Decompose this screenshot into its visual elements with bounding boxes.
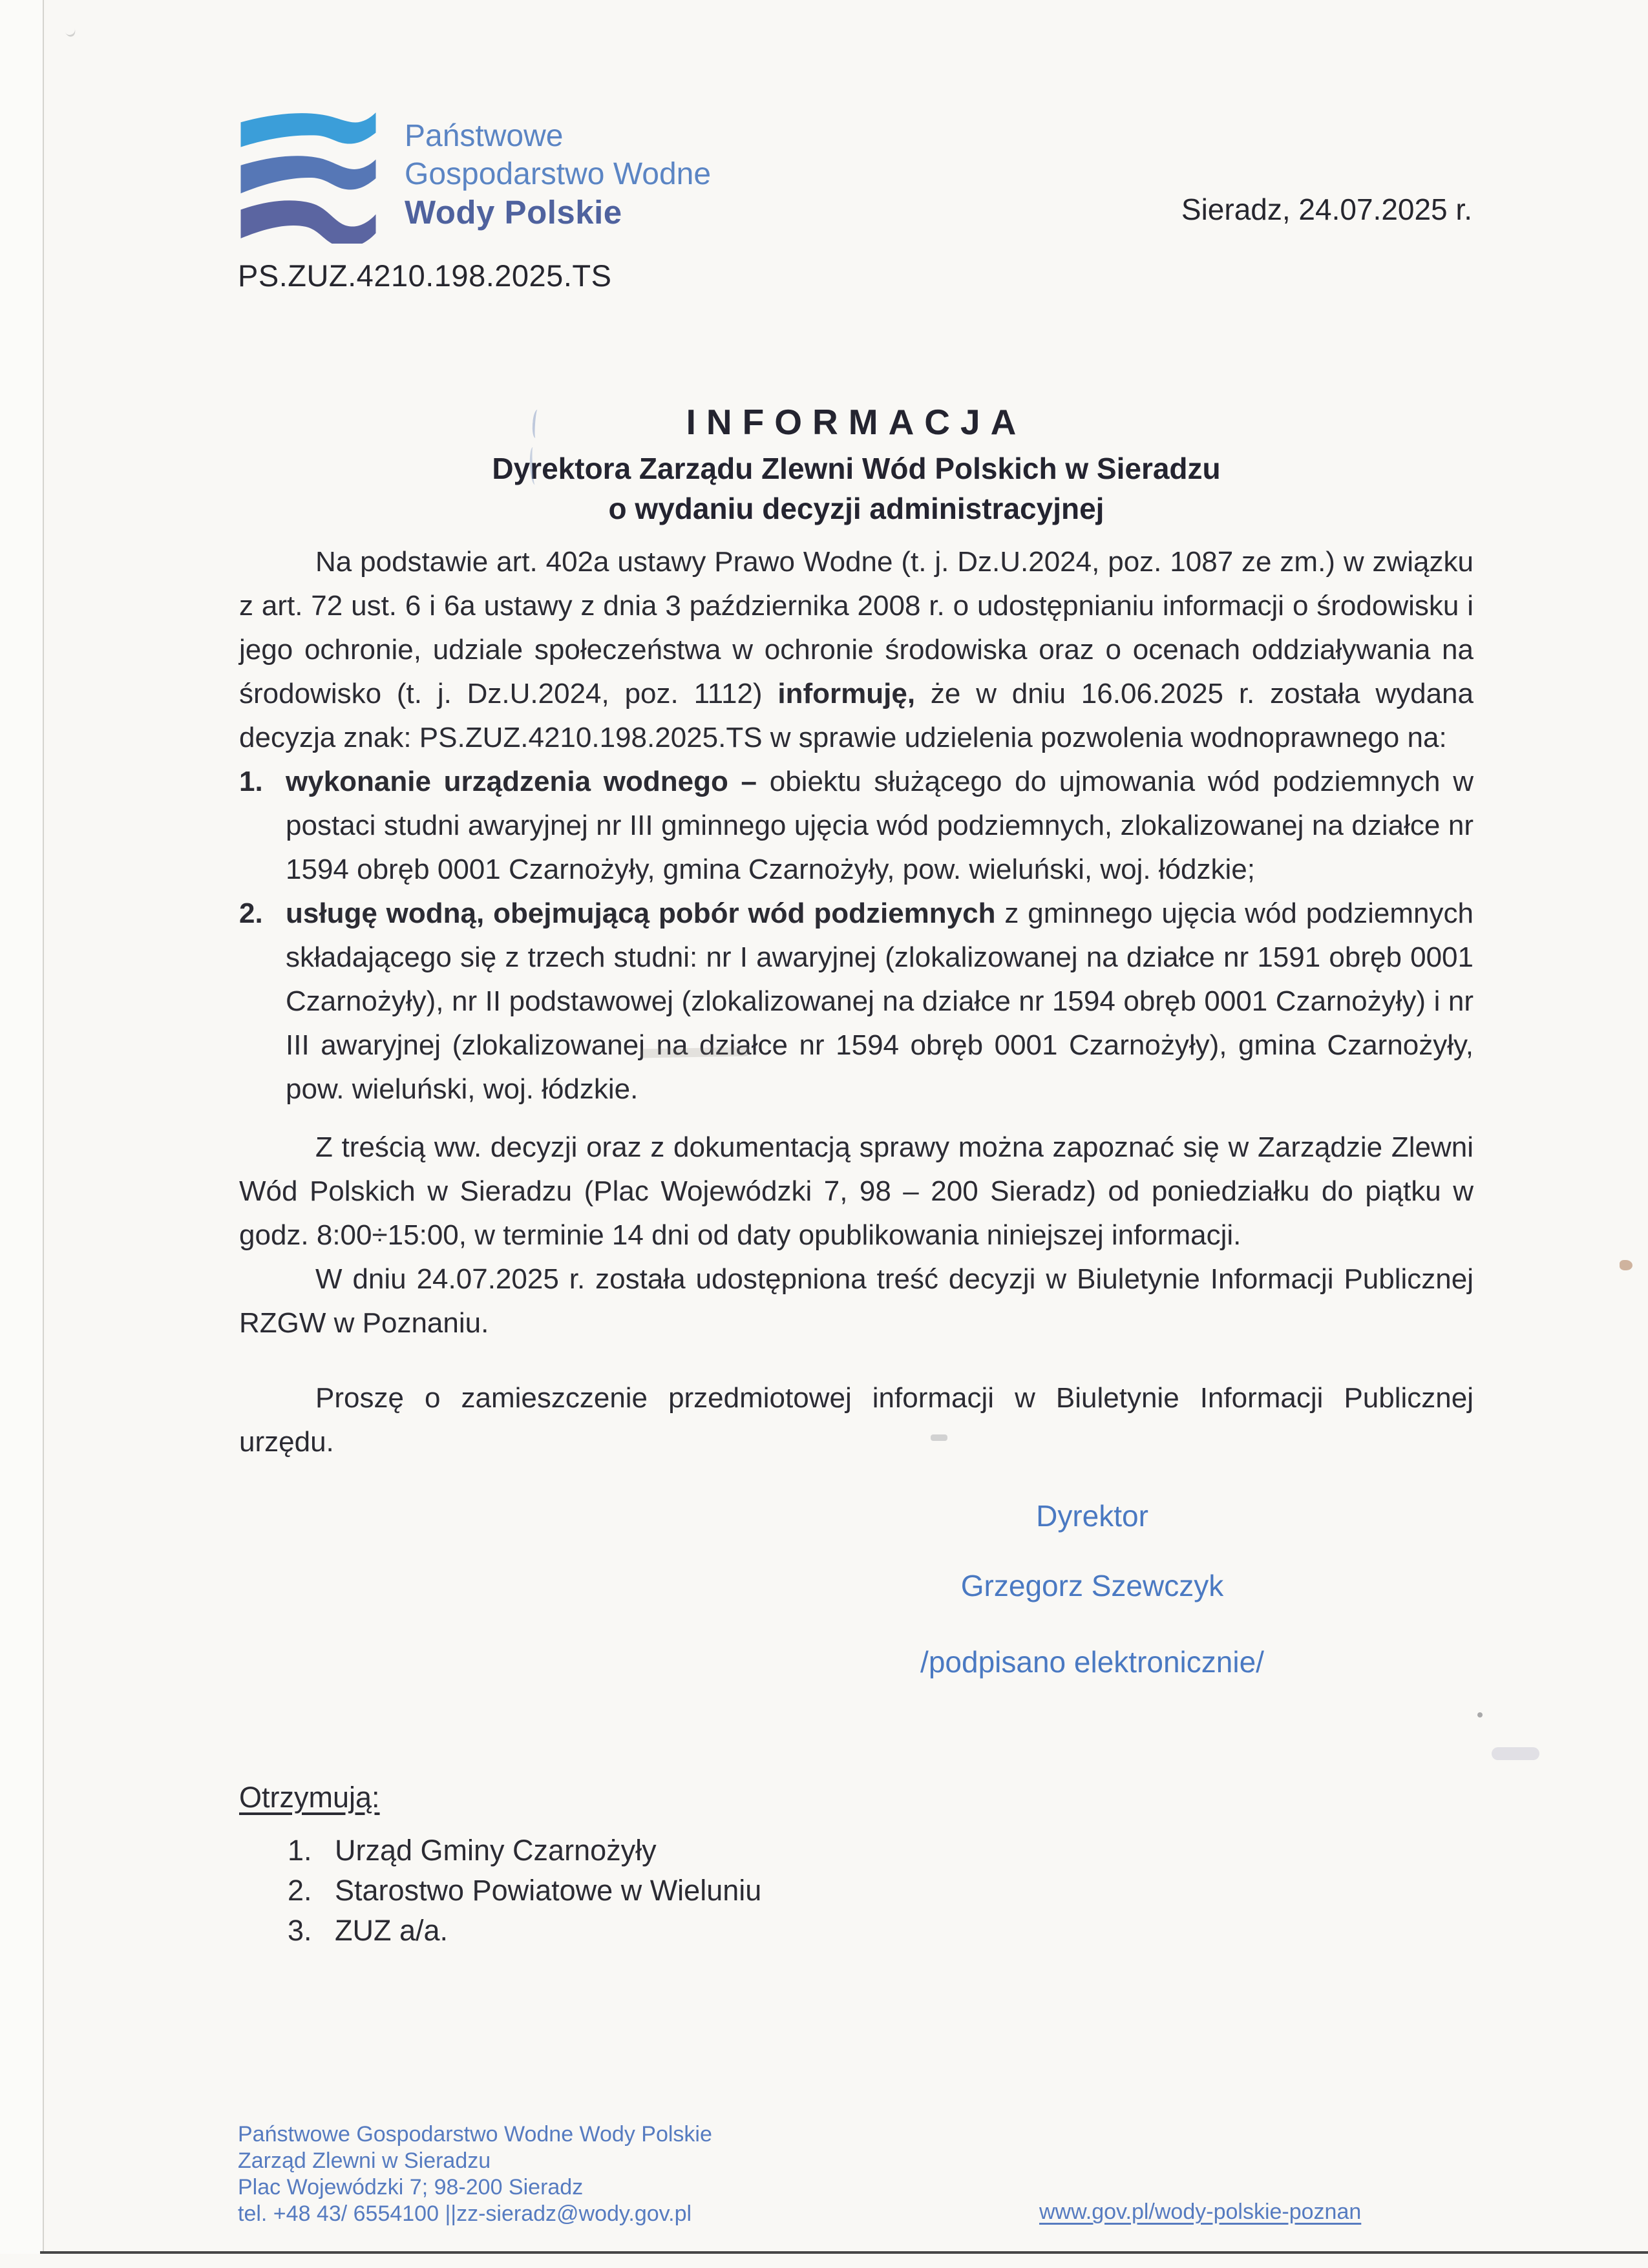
paragraph-access-info: Z treścią ww. decyzji oraz z dokumentacją sprawy można zapoznać się w Zarządzie Zlewni Wód Polskich w Sieradzu (Plac Wojewódzki 7, 98 – 200 Sieradz) od poniedziałku do piątku w godz. 8:00÷15:00, w terminie 14 dni od daty opublikowania niniejszej informacji. xyxy=(239,1131,1474,1251)
scan-artifact xyxy=(1477,1712,1483,1717)
doc-subtitle-2: o wydaniu decyzji administracyjnej xyxy=(608,492,1104,525)
paragraph-legal-basis-pre: Na podstawie art. 402a ustawy Prawo Wodne (t. j. Dz.U.2024, poz. 1087 ze zm.) w związku z art. 72 ust. 6 i 6a ustawy z dnia 3 października 2008 r. o udostępnianiu informacji o środowisku i jego ochronie, udziale społeczeństwa w ochronie środowiska oraz o ocenach oddziaływania na środowisko (t. j. Dz.U.2024, poz. 1112) xyxy=(239,546,1474,709)
signature-block xyxy=(898,1496,1286,1681)
scan-artifact xyxy=(1620,1260,1632,1270)
footer-branch: Zarząd Zlewni w Sieradzu xyxy=(238,2148,491,2173)
footer-website-link[interactable]: www.gov.pl/wody-polskie-poznan xyxy=(1039,2200,1362,2224)
logo-line-3: Wody Polskie xyxy=(405,194,622,231)
doc-subtitle-1: Dyrektora Zarządu Zlewni Wód Polskich w Sieradzu xyxy=(492,452,1221,485)
footer-address: Plac Wojewódzki 7; 98-200 Sieradz xyxy=(238,2175,584,2200)
signature-name: Grzegorz Szewczyk xyxy=(960,1569,1224,1602)
reference-number: PS.ZUZ.4210.198.2025.TS xyxy=(238,258,612,293)
footer-contact-block xyxy=(238,2121,712,2227)
recipient-item-label: Starostwo Powiatowe w Wieluniu xyxy=(335,1874,762,1907)
recipient-item xyxy=(239,1911,1474,1951)
list-item-1-lead: wykonanie urządzenia wodnego – xyxy=(286,766,757,797)
paragraph-request: Proszę o zamieszczenie przedmiotowej informacji w Biuletynie Informacji Publicznej urzędu. xyxy=(239,1382,1474,1458)
scan-left-edge xyxy=(0,0,44,2254)
recipient-item xyxy=(239,1831,1474,1871)
recipient-item-label: ZUZ a/a. xyxy=(335,1914,449,1947)
date-line: Sieradz, 24.07.2025 r. xyxy=(1181,193,1472,226)
document-body xyxy=(239,395,1474,1951)
recipient-item-number: 2. xyxy=(288,1874,312,1907)
paragraph-legal-basis-post: że w dniu 16.06.2025 r. została wydana decyzja znak: PS.ZUZ.4210.198.2025.TS w sprawie udzielenia pozwolenia wodnoprawnego na: xyxy=(239,678,1474,753)
list-item-1 xyxy=(239,760,1474,892)
wody-polskie-waves-icon xyxy=(238,107,379,244)
list-item-1-text: obiektu służącego do ujmowania wód podziemnych w postaci studni awaryjnej nr III gminnego ujęcia wód podziemnych, zlokalizowanej na działce nr 1594 obręb 0001 Czarnożyły, gmina Czarnożyły, pow. wieluński, woj. łódzkie; xyxy=(286,766,1474,885)
logo-line-1: Państwowe xyxy=(405,119,564,153)
recipient-item-number: 1. xyxy=(288,1834,312,1867)
paragraph-legal-basis xyxy=(239,540,1474,760)
scan-artifact xyxy=(1492,1747,1539,1760)
recipients-section xyxy=(239,1776,1474,1951)
doc-title: INFORMACJA xyxy=(686,402,1027,442)
recipient-item-label: Urząd Gminy Czarnożyły xyxy=(335,1834,657,1867)
footer-org-name: Państwowe Gospodarstwo Wodne Wody Polskie xyxy=(238,2122,712,2147)
list-item-2-text: z gminnego ujęcia wód podziemnych składającego się z trzech studni: nr I awaryjnej (zlokalizowanej na działce nr 1591 obręb 0001 Czarnożyły), nr II podstawowej (zlokalizowanej na działce nr 1594 obręb 0001 Czarnożyły) i nr III awaryjnej (zlokalizowanej na działce nr 1594 obręb 0001 Czarnożyły), gmina Czarnożyły, pow. wieluński, woj. łódzkie. xyxy=(286,898,1474,1105)
recipients-heading: Otrzymują: xyxy=(239,1781,380,1814)
footer-phone-email: tel. +48 43/ 6554100 ||zz-sieradz@wody.gov.pl xyxy=(238,2201,692,2226)
list-item-1-number: 1. xyxy=(239,766,263,797)
list-item-2 xyxy=(239,892,1474,1111)
paragraph-bip-publication: W dniu 24.07.2025 r. została udostępniona treść decyzji w Biuletynie Informacji Publicznej RZGW w Poznaniu. xyxy=(239,1263,1474,1339)
scan-artifact xyxy=(63,22,77,38)
recipient-item-number: 3. xyxy=(288,1914,312,1947)
signature-role: Dyrektor xyxy=(1036,1499,1148,1533)
logo-line-2: Gospodarstwo Wodne xyxy=(405,157,712,191)
recipient-item xyxy=(239,1871,1474,1911)
logo-wordmark xyxy=(405,117,711,231)
paragraph-legal-basis-bold: informuję, xyxy=(777,678,916,709)
list-item-2-number: 2. xyxy=(239,898,263,929)
scan-bottom-edge xyxy=(40,2251,1648,2254)
recipients-list xyxy=(239,1831,1474,1951)
signature-electronic-note: /podpisano elektronicznie/ xyxy=(920,1645,1264,1679)
list-item-2-lead: usługę wodną, obejmującą pobór wód podziemnych xyxy=(286,898,996,929)
